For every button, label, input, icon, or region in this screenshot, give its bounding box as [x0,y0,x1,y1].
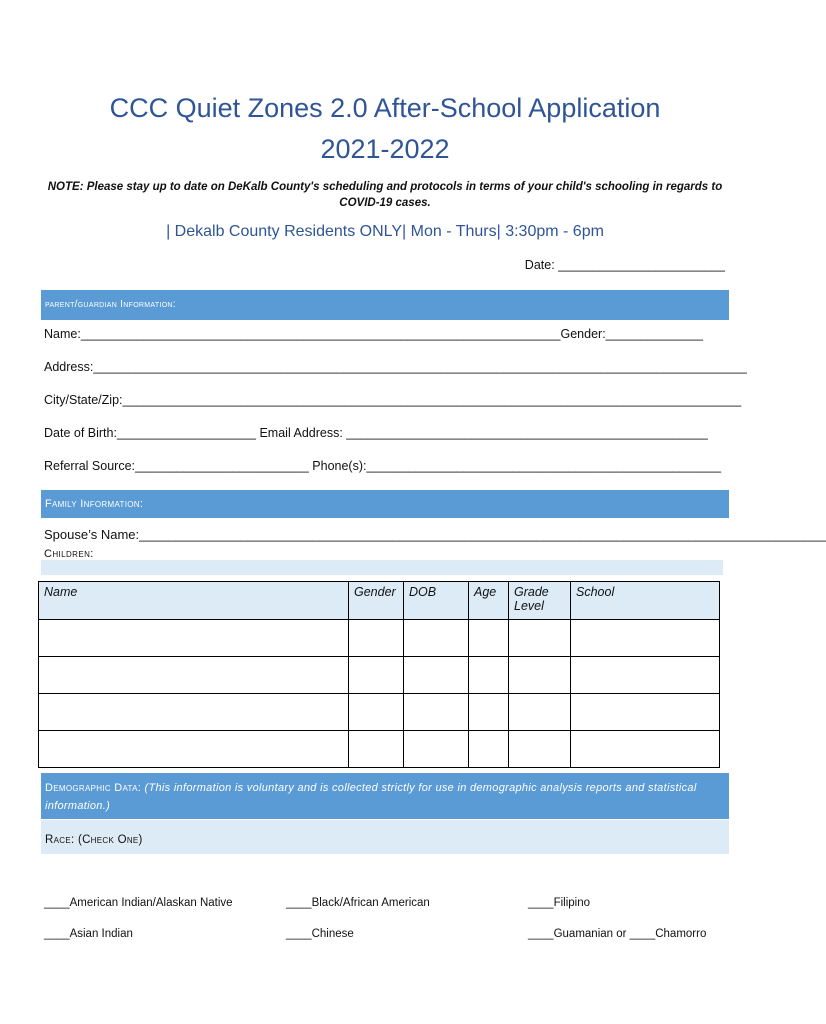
race-header: Race: (Check One) [41,820,729,854]
children-table [38,581,720,768]
table-cell[interactable] [404,731,469,768]
table-cell[interactable] [39,657,349,694]
family-section-header: Family Information: [41,490,729,518]
covid-note: NOTE: Please stay up to date on DeKalb County's scheduling and protocols in terms of your child's schooling in regards to COVID-19 cases. [47,181,723,209]
table-row [39,657,720,694]
form-year: 2021-2022 [320,134,450,164]
race-option-guamanian-chamorro[interactable]: ____Guamanian or ____Chamorro [528,928,707,940]
table-row [39,694,720,731]
table-cell[interactable] [349,694,404,731]
col-name: Name [39,582,349,620]
table-cell[interactable] [469,694,509,731]
race-option-asian-indian[interactable]: ____Asian Indian [44,928,133,940]
spouse-name-field[interactable]: Spouse’s Name:_______________________________________________________________________________________________ [44,527,826,542]
table-cell[interactable] [469,620,509,657]
dob-email-field[interactable]: Date of Birth:____________________ Email Address: ____________________________________________________ [44,426,708,440]
form-title: CCC Quiet Zones 2.0 After-School Application [109,93,661,123]
table-cell[interactable] [39,694,349,731]
table-cell[interactable] [349,657,404,694]
children-label: Children: [44,548,94,560]
table-row [39,731,720,768]
col-age: Age [469,582,509,620]
table-cell[interactable] [404,694,469,731]
race-option-filipino[interactable]: ____Filipino [528,897,591,909]
table-cell[interactable] [509,694,571,731]
children-bar [41,560,723,575]
demographic-section-header [41,773,729,819]
address-field[interactable]: Address:______________________________________________________________________________________________ [44,360,747,374]
table-cell[interactable] [39,620,349,657]
col-dob: DOB [404,582,469,620]
table-cell[interactable] [39,731,349,768]
table-cell[interactable] [571,657,720,694]
table-row [39,620,720,657]
table-cell[interactable] [469,657,509,694]
table-cell[interactable] [404,657,469,694]
table-cell[interactable] [571,620,720,657]
city-state-zip-field[interactable]: City/State/Zip:_________________________________________________________________________________________ [44,393,742,407]
children-table-header [39,582,720,620]
referral-phone-field[interactable]: Referral Source:_________________________ Phone(s):___________________________________________________ [44,459,722,473]
table-cell[interactable] [404,620,469,657]
demographic-label: Demographic Data: [45,782,142,794]
table-cell[interactable] [571,694,720,731]
table-cell[interactable] [571,731,720,768]
race-option-american-indian[interactable]: ____American Indian/Alaskan Native [44,897,233,909]
race-option-black[interactable]: ____Black/African American [286,897,430,909]
demographic-note: (This information is voluntary and is collected strictly for use in demographic analysis reports and statistical information.) [45,782,697,812]
table-cell[interactable] [349,620,404,657]
table-cell[interactable] [469,731,509,768]
table-cell[interactable] [509,657,571,694]
table-cell[interactable] [349,731,404,768]
col-gender: Gender [349,582,404,620]
col-grade-level: Grade Level [509,582,571,620]
col-school: School [571,582,720,620]
program-schedule: | Dekalb County Residents ONLY| Mon - Thurs| 3:30pm - 6pm [166,223,604,240]
table-cell[interactable] [509,731,571,768]
name-gender-field[interactable]: Name:_____________________________________________________________________Gender:______________ [44,327,703,341]
race-option-chinese[interactable]: ____Chinese [286,928,354,940]
date-field[interactable]: Date: ________________________ [524,258,725,272]
table-cell[interactable] [509,620,571,657]
parent-section-header: parent/guardian Information: [41,290,729,320]
